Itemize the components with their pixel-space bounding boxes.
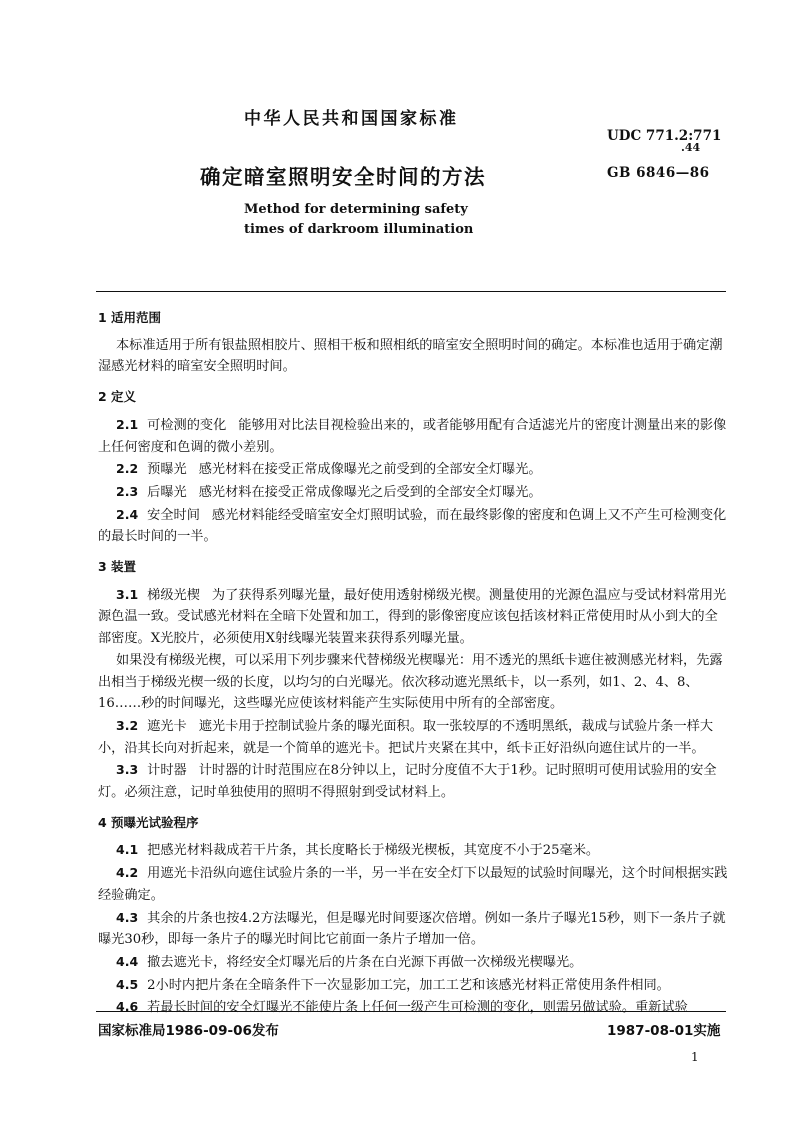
defined-term: 可检测的变化	[147, 417, 227, 433]
section-heading: 4 预曝光试验程序	[98, 814, 199, 830]
clause-text: 计时器的计时范围应在8分钟以上，记时分度值不大于1秒。记时照明可使用试验用的安全灯。必须注意，记时单独使用的照明不得照射到受试材料上。	[98, 763, 717, 801]
clause-number: 2.1	[116, 416, 139, 432]
clause-term: 遮光卡	[147, 718, 187, 734]
clause-number: 4.6	[116, 999, 139, 1015]
header-divider	[96, 291, 726, 292]
standard-number: GB 6846—86	[607, 165, 710, 181]
clause-text: 用遮光卡沿纵向遮住试验片条的一半，另一半在安全灯下以最短的试验时间曝光，这个时间根据实践经验确定。	[98, 866, 728, 903]
issuing-body: 中华人民共和国国家标准	[244, 109, 459, 129]
clause-number: 4.1	[116, 842, 139, 858]
clause-item	[98, 974, 728, 997]
clause-number: 4.4	[116, 953, 139, 969]
clause-number: 3.3	[116, 762, 139, 778]
clause-number: 2.4	[116, 506, 139, 522]
effective-date: 1987-08-01实施	[607, 1023, 721, 1039]
english-title-line-2: times of darkroom illumination	[244, 222, 474, 237]
clause-item	[98, 862, 728, 906]
defined-term: 后曝光	[147, 484, 187, 500]
clause-number: 2.2	[116, 461, 139, 477]
issue-date: 国家标准局1986-09-06发布	[98, 1023, 279, 1039]
clause-number: 4.5	[116, 976, 139, 992]
clause-text: 其余的片条也按4.2方法曝光，但是曝光时间要逐次倍增。例如一条片子曝光15秒，则下一条片子就曝光30秒，即每一条片子的曝光时间比它前面一条片子增加一倍。	[98, 910, 726, 948]
clause-text: 感光材料能经受暗室安全灯照明试验，而在最终影像的密度和色调上又不产生可检测变化的最长时间的一半。	[98, 507, 727, 545]
clause-item	[98, 907, 728, 951]
clause-item	[98, 996, 728, 1019]
clause-number: 3.2	[116, 717, 139, 733]
paragraph: 本标准适用于所有银盐照相胶片、照相干板和照相纸的暗室安全照明时间的确定。本标准也适用于确定潮湿感光材料的暗室安全照明时间。	[98, 337, 723, 375]
clause-text: 感光材料在接受正常成像曝光之前受到的全部安全灯曝光。	[198, 462, 542, 478]
definition-item	[98, 414, 728, 458]
clause-text: 为了获得系列曝光量，最好使用透射梯级光楔。测量使用的光源色温应与受试材料常用光源色温一致。受试感光材料在全暗下处置和加工，得到的影像密度应该包括该材料正常使用时从小到大的全部密度。X光胶片，必须使用X射线曝光装置来获得系列曝光量。	[98, 587, 727, 647]
clause-number: 4.3	[116, 909, 139, 925]
defined-term: 安全时间	[147, 507, 200, 523]
section-heading: 1 适用范围	[98, 310, 162, 325]
clause-text: 若最长时间的安全灯曝光不能使片条上任何一级产生可检测的变化，则需另做试验。重新试验	[147, 1000, 688, 1016]
udc-code: UDC 771.2:771	[607, 128, 722, 144]
english-title-line-1: Method for determining safety	[244, 202, 468, 217]
clause-number: 2.3	[116, 483, 139, 499]
clause-term: 计时器	[147, 763, 187, 779]
clause-item	[98, 584, 728, 650]
definition-item	[98, 458, 728, 481]
clause-text: 把感光材料裁成若干片条，其长度略长于梯级光楔板，其宽度不小于25毫米。	[147, 843, 600, 859]
paragraph: 如果没有梯级光楔，可以采用下列步骤来代替梯级光楔曝光：用不透光的黑纸卡遮住被测感光材料，先露出相当于梯级光楔一级的长度，以均匀的白光曝光。依次移动遮光黑纸卡，以一系列，如1、2、4、8、16……秒的时间曝光，这些曝光应使该材料能产生实际使用中所有的全部密度。	[98, 652, 723, 712]
clause-text: 2小时内把片条在全暗条件下一次显影加工完，加工工艺和该感光材料正常使用条件相同。	[147, 977, 670, 993]
definition-item	[98, 504, 728, 548]
document-title: 确定暗室照明安全时间的方法	[200, 165, 486, 189]
clause-number: 4.2	[116, 865, 139, 881]
clause-item	[98, 951, 728, 974]
section-heading: 3 装置	[98, 559, 137, 575]
clause-text: 遮光卡用于控制试验片条的曝光面积。取一张较厚的不透明黑纸，裁成与试验片条一样大小，沿其长向对折起来，就是一个简单的遮光卡。把试片夹紧在其中，纸卡正好沿纵向遮住试片的一半。	[98, 718, 714, 756]
clause-item	[98, 715, 728, 759]
clause-number: 3.1	[116, 586, 139, 602]
clause-text: 感光材料在接受正常成像曝光之后受到的全部安全灯曝光。	[198, 484, 542, 500]
section-heading: 2 定义	[98, 389, 137, 405]
clause-item	[98, 759, 728, 803]
clause-term: 梯级光楔	[147, 587, 200, 603]
document-body	[98, 299, 728, 1019]
clause-text: 能够用对比法目视检验出来的，或者能够用配有合适滤光片的密度计测量出来的影像上任何密度和色调的微小差别。	[98, 417, 727, 455]
udc-code-continuation: .44	[681, 141, 701, 154]
footer-divider	[96, 1011, 726, 1012]
defined-term: 预曝光	[147, 462, 187, 478]
clause-text: 撤去遮光卡，将经安全灯曝光后的片条在白光源下再做一次梯级光楔曝光。	[147, 954, 583, 970]
definition-item	[98, 481, 728, 504]
page-number: 1	[691, 1050, 699, 1064]
clause-item	[98, 839, 728, 862]
